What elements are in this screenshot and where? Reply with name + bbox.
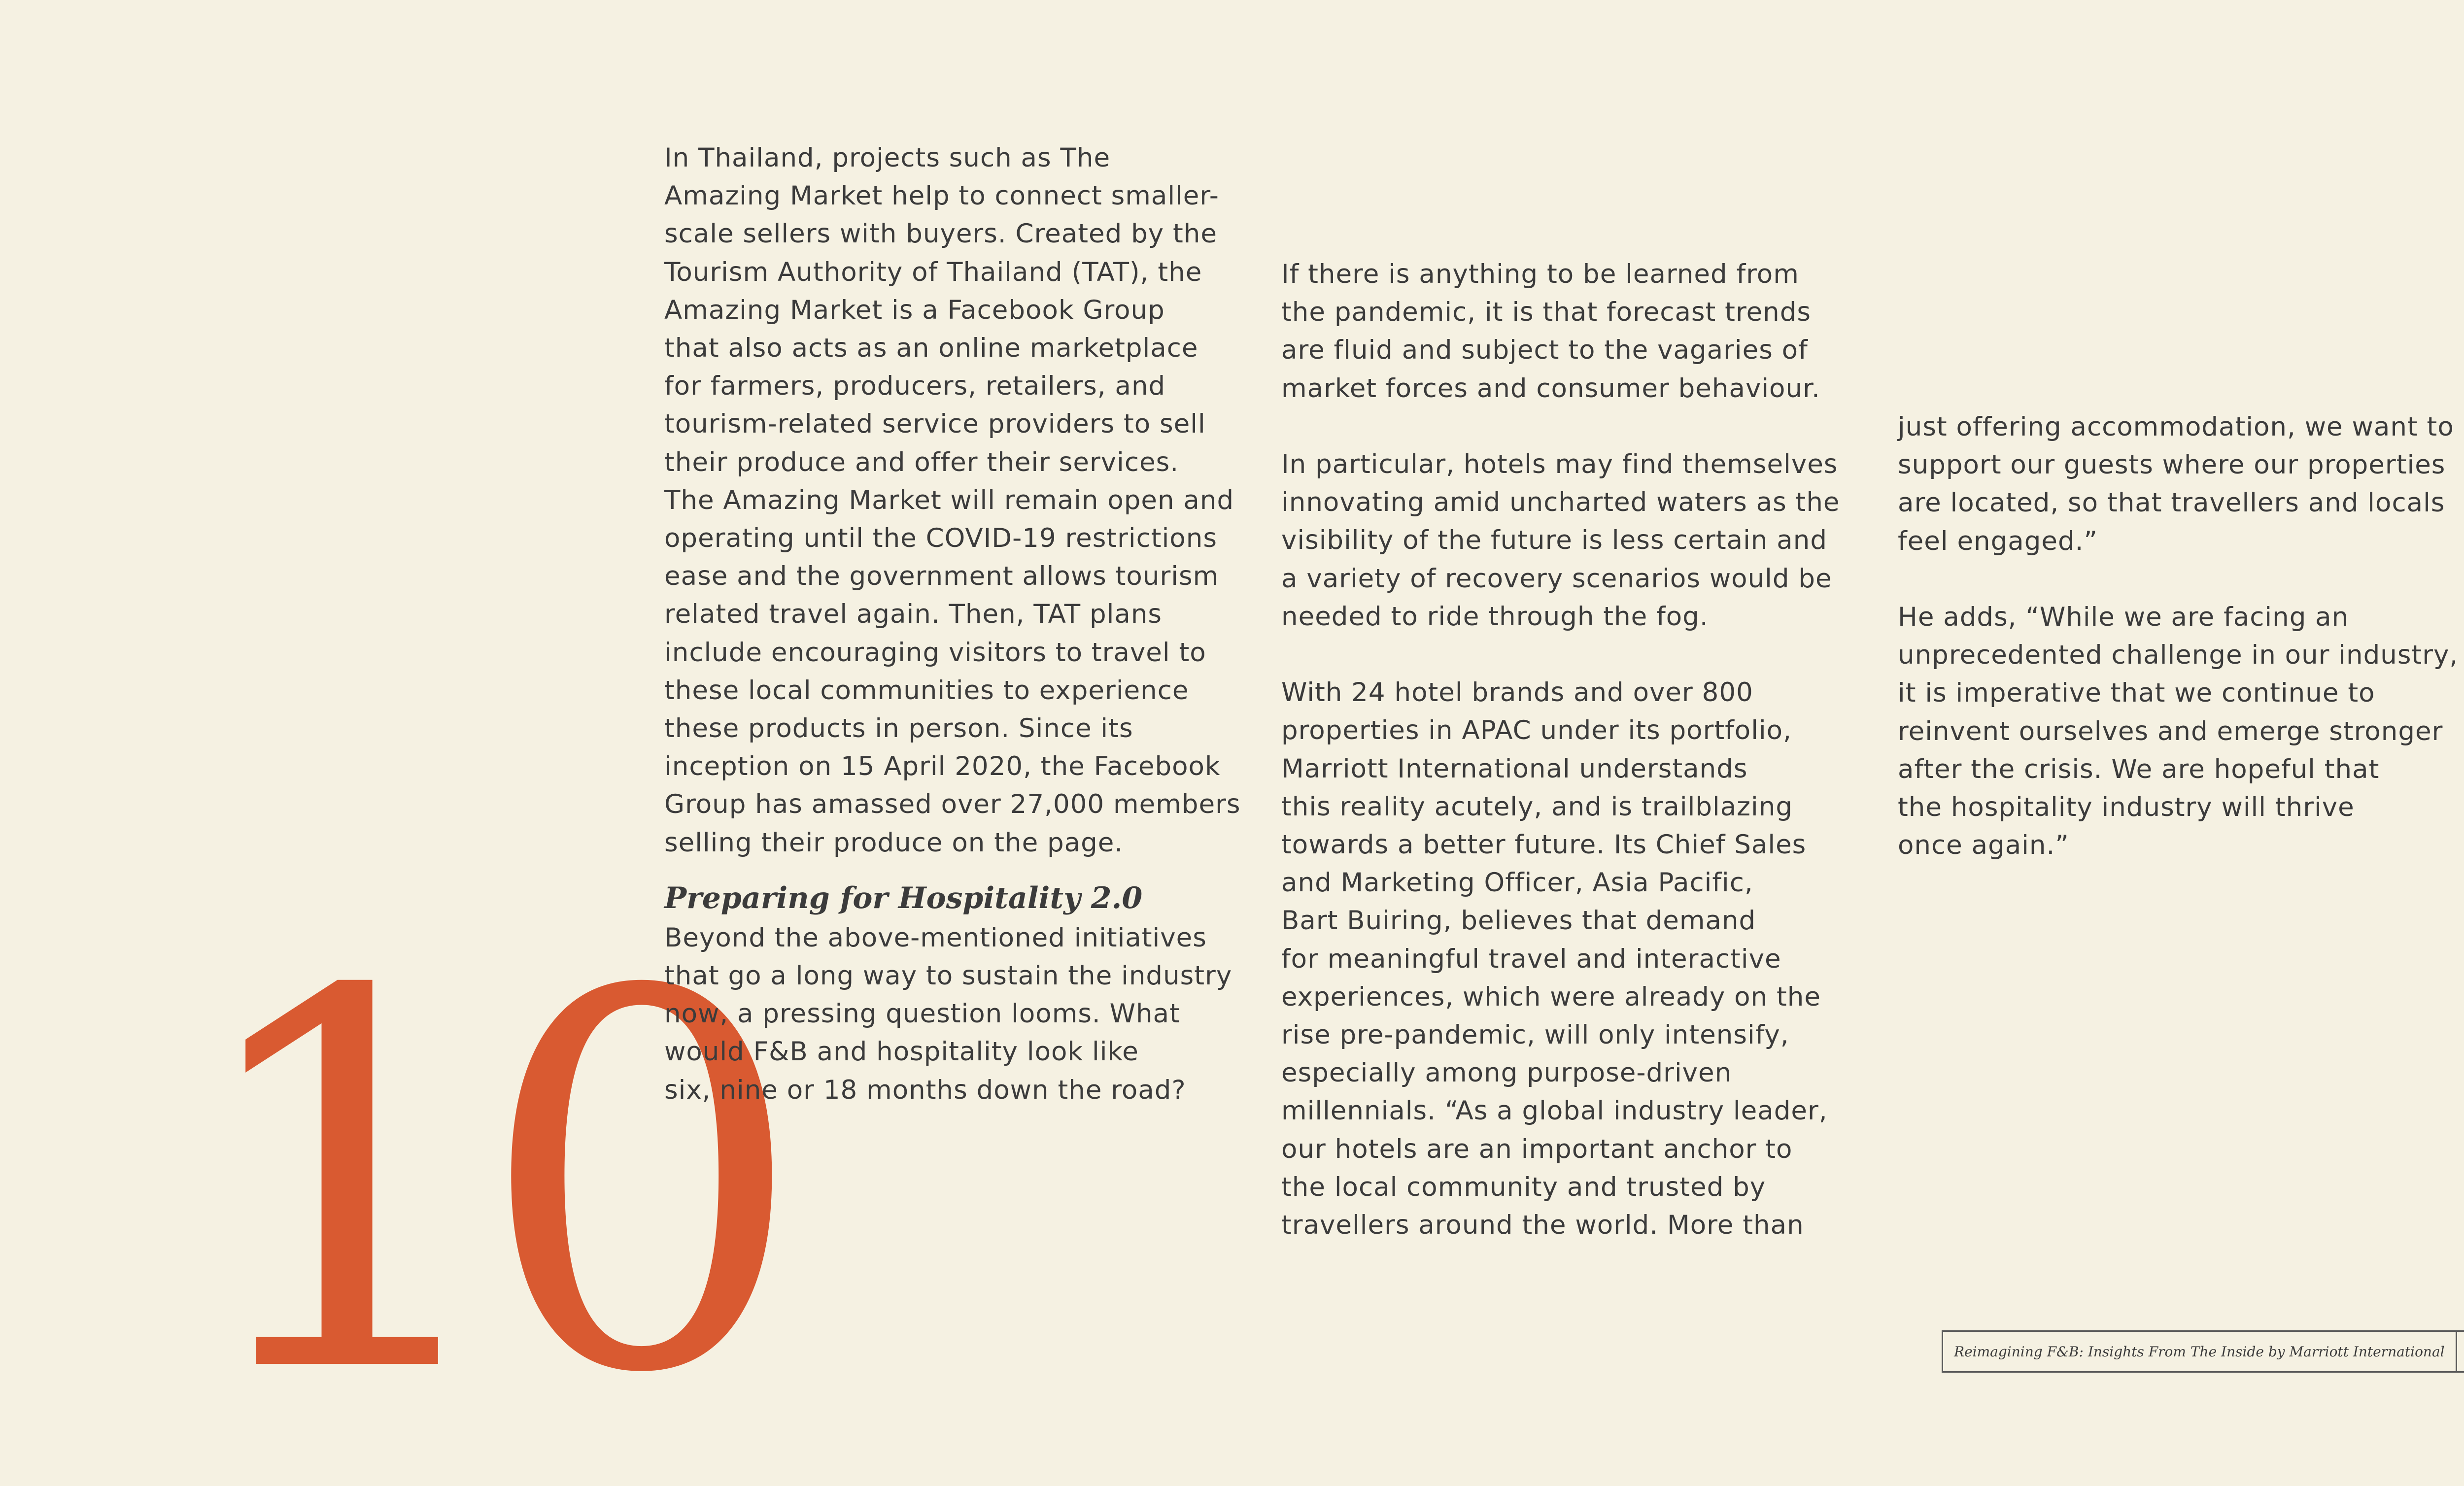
text-line: In particular, hotels may find themselves <box>1281 449 1838 479</box>
column-3 <box>1898 408 2464 864</box>
text-line: He adds, “While we are facing an <box>1898 602 2349 632</box>
text-line: travellers around the world. More than <box>1281 1210 1804 1241</box>
section-heading: Preparing for Hospitality 2.0 <box>664 880 1143 915</box>
text-line: these local communities to experience <box>664 675 1189 706</box>
text-line: these products in person. Since its <box>664 713 1133 744</box>
text-line: the pandemic, it is that forecast trends <box>1281 297 1812 328</box>
text-line: ease and the government allows tourism <box>664 561 1219 592</box>
text-line: would F&B and hospitality look like <box>664 1037 1139 1067</box>
footer-publication-title: Reimagining F&B: Insights From The Inside by Marriott International <box>1954 1343 2445 1360</box>
text-line: Amazing Market help to connect smaller- <box>664 181 1219 211</box>
text-line: operating until the COVID-19 restrictions <box>664 523 1217 554</box>
text-line: market forces and consumer behaviour. <box>1281 373 1820 404</box>
text-line: and Marketing Officer, Asia Pacific, <box>1281 868 1753 898</box>
text-line: tourism-related service providers to sell <box>664 409 1206 439</box>
text-line: towards a better future. Its Chief Sales <box>1281 830 1807 860</box>
column-2 <box>1281 255 1912 1244</box>
paragraph-beyond-initiatives <box>664 919 1295 1109</box>
text-line: Marriott International understands <box>1281 753 1748 784</box>
paragraph-pandemic-lessons <box>1281 255 1912 407</box>
text-line: our hotels are an important anchor to <box>1281 1134 1793 1164</box>
text-line: Beyond the above-mentioned initiatives <box>664 922 1207 953</box>
text-line: selling their produce on the page. <box>664 827 1124 858</box>
text-line: that also acts as an online marketplace <box>664 333 1198 364</box>
paragraph-quote-continuation <box>1898 408 2464 560</box>
paragraph-marriott-portfolio <box>1281 674 1912 1244</box>
text-line: once again.” <box>1898 830 2069 861</box>
column-1 <box>664 139 1295 1109</box>
text-line: visibility of the future is less certain and <box>1281 525 1827 556</box>
text-line: If there is anything to be learned from <box>1281 259 1799 289</box>
text-line: experiences, which were already on the <box>1281 981 1821 1012</box>
text-line: for meaningful travel and interactive <box>1281 944 1781 974</box>
text-line: now, a pressing question looms. What <box>664 999 1180 1029</box>
text-line: their produce and offer their services. <box>664 447 1179 477</box>
paragraph-uncharted-waters <box>1281 445 1912 636</box>
text-line: The Amazing Market will remain open and <box>664 485 1234 515</box>
text-line: Bart Buiring, believes that demand <box>1281 906 1756 936</box>
section-number: 10 <box>182 883 772 1486</box>
text-line: In Thailand, projects such as The <box>664 143 1111 173</box>
text-line: especially among purpose-driven <box>1281 1058 1732 1088</box>
text-line: it is imperative that we continue to <box>1898 678 2375 709</box>
text-line: unprecedented challenge in our industry, <box>1898 640 2459 671</box>
text-line: scale sellers with buyers. Created by the <box>664 219 1217 249</box>
text-line: properties in APAC under its portfolio, <box>1281 715 1792 746</box>
text-line: for farmers, producers, retailers, and <box>664 371 1166 402</box>
text-line: needed to ride through the fog. <box>1281 601 1709 632</box>
footer-box <box>1942 1330 2464 1373</box>
text-line: are fluid and subject to the vagaries of <box>1281 335 1808 366</box>
text-line: Amazing Market is a Facebook Group <box>664 295 1165 325</box>
text-line: the hospitality industry will thrive <box>1898 792 2355 823</box>
text-line: six, nine or 18 months down the road? <box>664 1075 1186 1105</box>
text-line: rise pre-pandemic, will only intensify, <box>1281 1020 1789 1050</box>
text-line: feel engaged.” <box>1898 526 2098 556</box>
text-line: are located, so that travellers and locals <box>1898 488 2445 518</box>
text-line: a variety of recovery scenarios would be <box>1281 563 1832 594</box>
text-line: related travel again. Then, TAT plans <box>664 599 1163 630</box>
text-line: Group has amassed over 27,000 members <box>664 789 1241 820</box>
text-line: include encouraging visitors to travel to <box>664 637 1206 668</box>
text-line: reinvent ourselves and emerge stronger <box>1898 716 2443 746</box>
paragraph-amazing-market <box>664 139 1295 862</box>
text-line: just offering accommodation, we want to <box>1898 412 2454 442</box>
text-line: that go a long way to sustain the industry <box>664 961 1232 991</box>
text-line: the local community and trusted by <box>1281 1172 1766 1202</box>
text-line: after the crisis. We are hopeful that <box>1898 754 2380 784</box>
paragraph-he-adds-quote <box>1898 598 2464 864</box>
text-line: inception on 15 April 2020, the Facebook <box>664 751 1221 782</box>
text-line: this reality acutely, and is trailblazing <box>1281 791 1793 822</box>
text-line: Tourism Authority of Thailand (TAT), the <box>664 257 1202 287</box>
footer-page-number <box>2456 1332 2464 1371</box>
text-line: support our guests where our properties <box>1898 450 2446 480</box>
text-line: millennials. “As a global industry leader, <box>1281 1096 1828 1126</box>
text-line: innovating amid uncharted waters as the <box>1281 487 1840 518</box>
text-line: With 24 hotel brands and over 800 <box>1281 677 1753 708</box>
